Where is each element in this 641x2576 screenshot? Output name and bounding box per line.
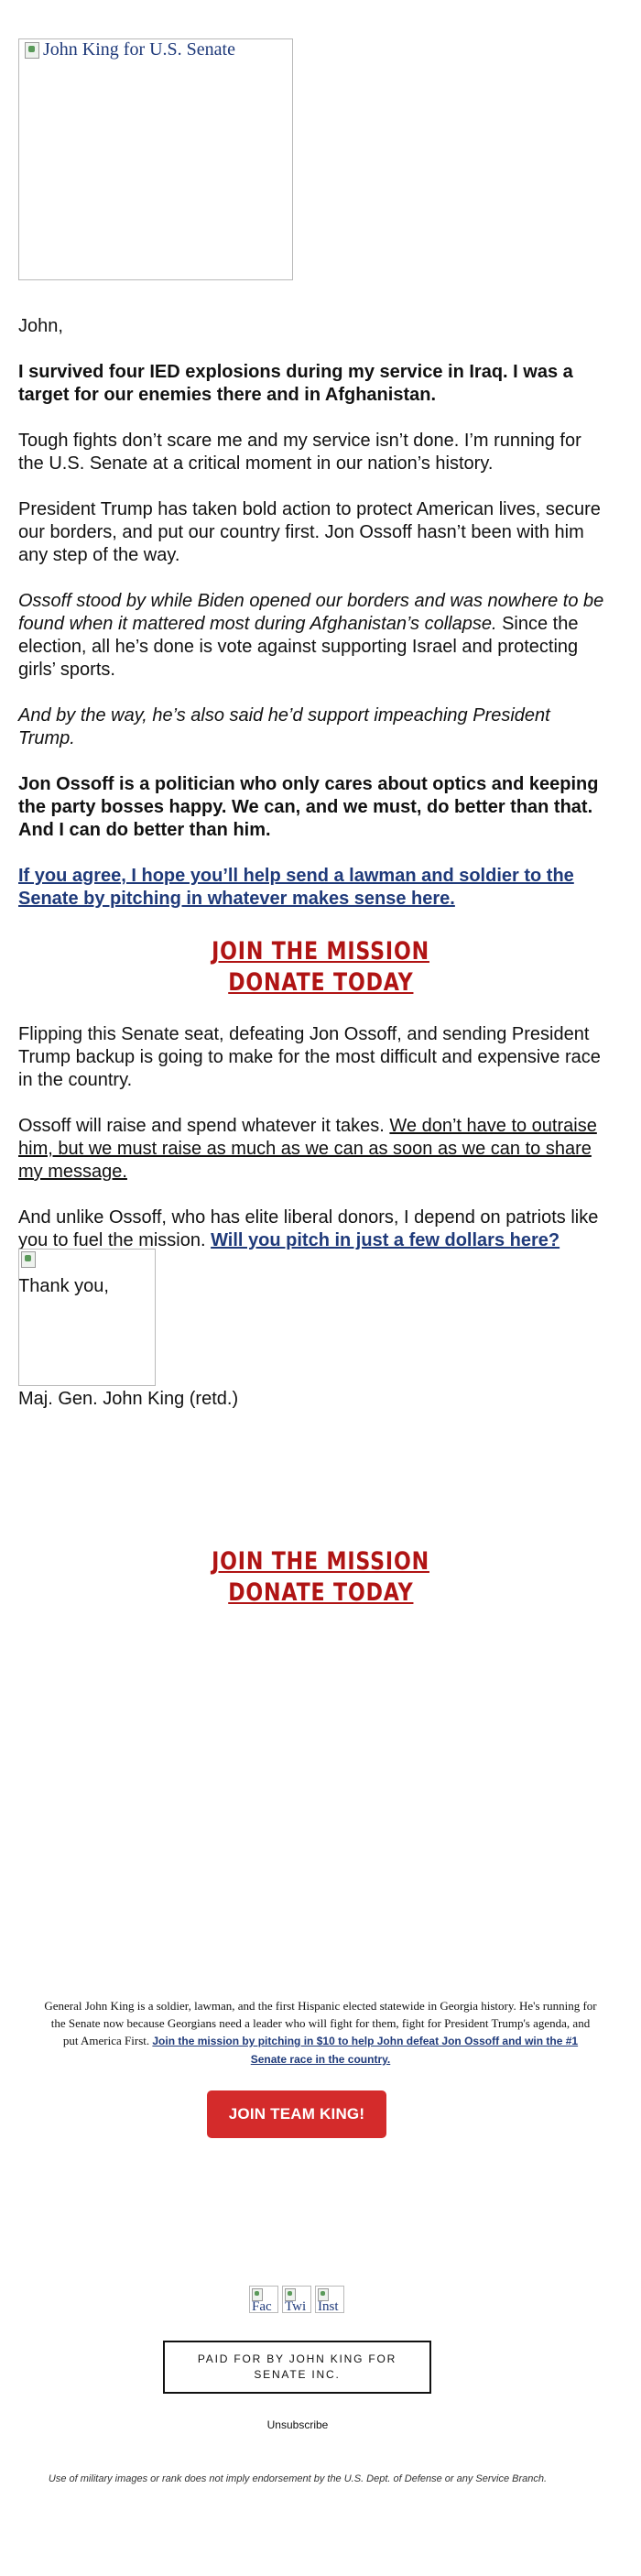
signature-name: Maj. Gen. John King (retd.) (18, 1389, 239, 1409)
paragraph-tough-fights: Tough fights don’t scare me and my service isn’t done. I’m running for the U.S. Senate at a critical moment in our nation’s history. (18, 431, 581, 474)
paragraph-politician: Jon Ossoff is a politician who only cares about optics and keeping the party bosses happy. We can, and we must, do better than that. And I can do better than him. (18, 774, 599, 840)
broken-image-icon (25, 42, 39, 59)
bio-text: General John King is a soldier, lawman, and the first Hispanic elected statewide in Georgia history. He's running for the Senate now because Georgians need a leader who will fight for them, fight for President Trump's agenda, and put America First. (44, 1999, 597, 2047)
cta-line-join-mission[interactable]: JOIN THE MISSION (212, 937, 429, 966)
paragraph-agree (18, 865, 604, 911)
paragraph-ied: I survived four IED explosions during my service in Iraq. I was a target for our enemies there and in Afghanistan. (18, 362, 573, 405)
greeting: John, (18, 316, 63, 336)
disclaimer-text: Use of military images or rank does not imply endorsement by the U.S. Dept. of Defense or any Service Branch. (48, 2473, 548, 2484)
header-image-alt: John King for U.S. Senate (25, 39, 235, 60)
pitch-in-link[interactable]: Will you pitch in just a few dollars here? (211, 1230, 560, 1250)
agree-donate-link[interactable]: If you agree, I hope you’ll help send a lawman and soldier to the Senate by pitching in whatever makes sense here. (18, 866, 574, 909)
paid-for-text: PAID FOR BY JOHN KING FOR SENATE INC. (197, 2352, 397, 2381)
signature-image (18, 1249, 156, 1386)
closing: Thank you, (18, 1276, 109, 1296)
footer-bio (44, 1997, 597, 2068)
paragraph-raise: Ossoff will raise and spend whatever it takes. We don’t have to outraise him, but we must raise as much as we can as soon as we can to share my message. (18, 1116, 597, 1182)
header-image[interactable] (18, 38, 293, 280)
paid-for-box (163, 2341, 431, 2394)
paragraph-trump-action: President Trump has taken bold action to protect American lives, secure our borders, and put our country first. Jon Ossoff hasn’t been with him any step of the way. (18, 499, 601, 565)
twitter-icon[interactable]: Twi (282, 2286, 311, 2313)
italic-text: Ossoff stood by while Biden opened our borders and was nowhere to be found when it mattered most during Afghanistan’s collapse. (18, 591, 604, 634)
cta-donate-secondary[interactable] (0, 1546, 641, 1609)
unsubscribe-link[interactable]: Unsubscribe (266, 2418, 329, 2431)
bio-donate-link[interactable]: Join the mission by pitching in $10 to help John defeat Jon Ossoff and win the #1 Senate race in the country. (152, 2035, 579, 2066)
join-team-king-button[interactable]: JOIN TEAM KING! (207, 2090, 386, 2138)
facebook-icon[interactable]: Fac (249, 2286, 278, 2313)
paragraph-flipping: Flipping this Senate seat, defeating Jon Ossoff, and sending President Trump backup is going to make for the most difficult and expensive race in the country. (18, 1024, 601, 1090)
social-links (249, 2286, 344, 2313)
cta-line-donate-today[interactable]: DONATE TODAY (227, 1578, 414, 1607)
paragraph-impeach: And by the way, he’s also said he’d support impeaching President Trump. (18, 705, 550, 748)
cta-donate-primary[interactable] (0, 936, 641, 999)
paragraph-patriots: And unlike Ossoff, who has elite liberal donors, I depend on patriots like you to fuel the mission. Will you pitch in just a few dollars here? (18, 1207, 599, 1250)
cta-line-donate-today[interactable]: DONATE TODAY (227, 968, 414, 997)
instagram-icon[interactable]: Inst (315, 2286, 344, 2313)
regular-text: Since the election, all he’s done is vote against supporting Israel and protecting girls’ sports. (18, 614, 579, 680)
paragraph-ossoff-biden (18, 590, 604, 682)
underlined-text: We don’t have to outraise him, but we must raise as much as we can as soon as we can to share my message. (18, 1116, 597, 1182)
letter-body (18, 315, 604, 933)
broken-image-icon (21, 1251, 36, 1268)
cta-line-join-mission[interactable]: JOIN THE MISSION (212, 1547, 429, 1576)
